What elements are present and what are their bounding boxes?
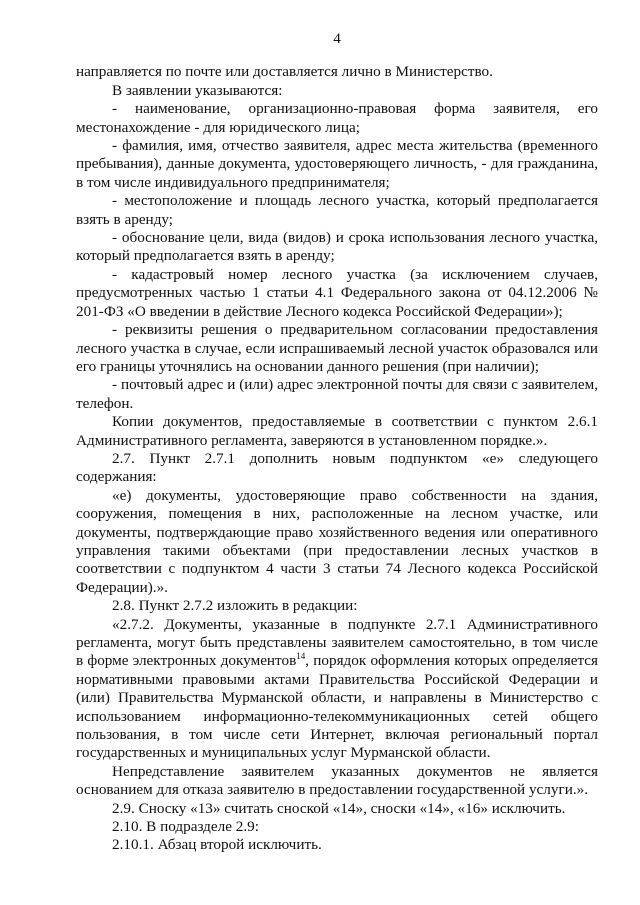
paragraph-2-7-2-text-before: «2.7.2. Документы, указанные в подпункте 2.7.1 Административного регламента, могут быть представлены заявителем самостоятельно, в том числе в форме электронных документов: [76, 615, 598, 670]
footnote-reference: 14: [296, 651, 306, 662]
page-number: 4: [333, 30, 341, 47]
list-item-citizen: - фамилия, имя, отчество заявителя, адрес места жительства (временного пребывания), данные документа, удостоверяющего личность, - для гражданина, в том числе индивидуального предпринимателя;: [76, 137, 598, 191]
paragraph-2-10-1: 2.10.1. Абзац второй исключить.: [112, 836, 322, 854]
paragraph-subitem-e: «е) документы, удостоверяющие право собственности на здания, сооружения, помещения в них, расположенные на лесном участке, или документы, подтверждающие право хозяйственного ведения или оперативного управления такими объектами (при предоставлении лесных участков в соответствии с подпунктом 4 части 3 статьи 74 Лесного кодекса Российской Федерации).».: [76, 486, 598, 596]
list-item-cadastral-number: - кадастровый номер лесного участка (за исключением случаев, предусмотренных частью 1 статьи 4.1 Федерального закона от 04.12.2006 № 201-ФЗ «О введении в действие Лесного кодекса Российской Федерации»);: [76, 265, 598, 320]
list-item-contact: - почтовый адрес и (или) адрес электронной почты для связи с заявителем, телефон.: [76, 376, 598, 412]
list-item-purpose: - обоснование цели, вида (видов) и срока использования лесного участка, который предполагается взять в аренду;: [76, 229, 598, 265]
paragraph-2-10: 2.10. В подразделе 2.9:: [112, 818, 259, 836]
list-item-location-area: - местоположение и площадь лесного участка, который предполагается взять в аренду;: [76, 192, 598, 228]
paragraph-2-7: 2.7. Пункт 2.7.1 дополнить новым подпунктом «е» следующего содержания:: [76, 449, 598, 486]
paragraph-2-9: 2.9. Сноску «13» считать сноской «14», сноски «14», «16» исключить.: [112, 799, 566, 817]
paragraph-non-submission: Непредставление заявителем указанных документов не является основанием для отказа заявителю в предоставлении государственной услуги.».: [76, 762, 598, 799]
list-item-legal-entity: - наименование, организационно-правовая форма заявителя, его местонахождение - для юридического лица;: [76, 100, 598, 136]
document-page: [76, 30, 598, 855]
list-item-decision-details: - реквизиты решения о предварительном согласовании предоставления лесного участка в случае, если испрашиваемый лесной участок образовался или его границы уточнялись на основании данного решения (при наличии);: [76, 321, 598, 375]
paragraph-continuation: направляется по почте или доставляется лично в Министерство.: [76, 63, 493, 81]
paragraph-copies: Копии документов, предоставляемые в соответствии с пунктом 2.6.1 Административного регламента, заверяются в установленном порядке.».: [76, 413, 598, 449]
paragraph-2-7-2-text-after: , порядок оформления которых определяется нормативными правовыми актами Правительства Российской Федерации и (или) Правительства Мурманской области, и направлены в Министерство с использованием информационно-телекоммуникационных сетей общего пользования, в том числе сети Интернет, включая региональный портал государственных и муниципальных услуг Мурманской области.: [76, 652, 598, 762]
paragraph-2-8: 2.8. Пункт 2.7.2 изложить в редакции:: [112, 597, 358, 615]
paragraph-application-intro: В заявлении указываются:: [112, 81, 283, 99]
paragraph-2-7-2: [76, 616, 598, 763]
